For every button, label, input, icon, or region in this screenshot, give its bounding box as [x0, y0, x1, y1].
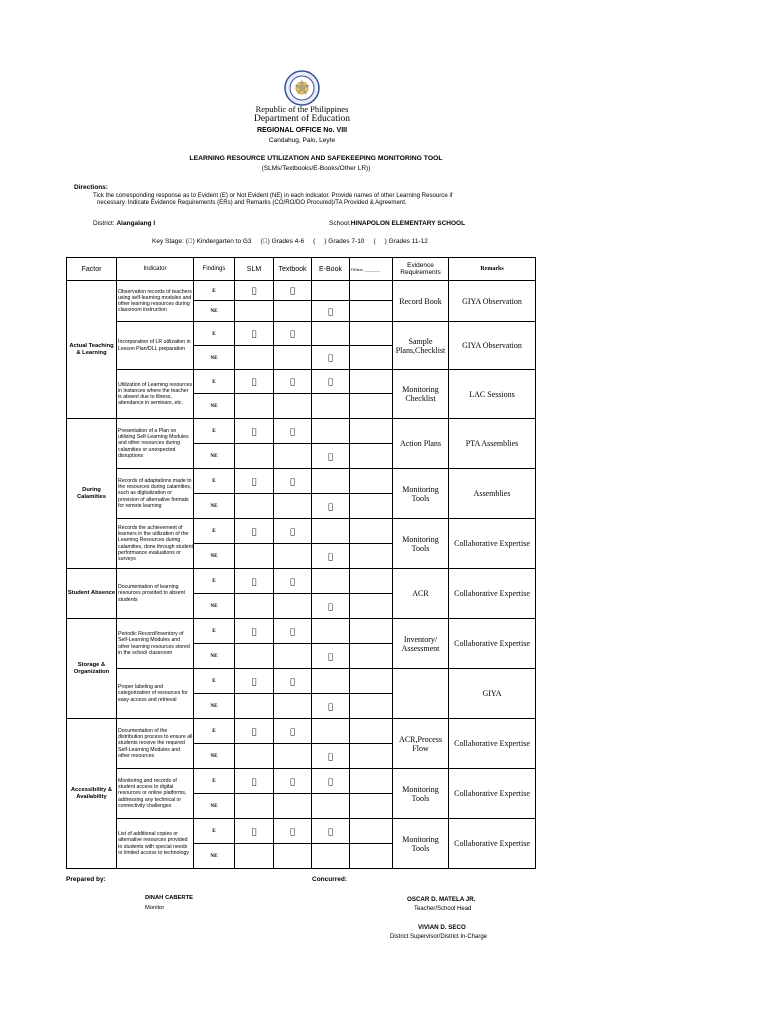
check-mark-icon:   [251, 826, 257, 836]
mark-cell-textbook[interactable] [274, 744, 312, 769]
others-cell[interactable] [350, 819, 393, 844]
others-cell[interactable] [350, 794, 393, 819]
check-mark-icon:   [290, 726, 295, 736]
mark-cell-textbook[interactable] [274, 644, 312, 669]
header-slm: SLM [235, 258, 274, 281]
remarks-cell: GIYA [449, 669, 536, 719]
mark-cell-textbook[interactable] [274, 669, 312, 694]
mark-cell-textbook[interactable] [274, 519, 312, 544]
mark-cell-slm[interactable] [235, 544, 274, 569]
finding-evident: E [194, 419, 235, 444]
mark-cell-slm[interactable] [235, 744, 274, 769]
table-row [67, 619, 536, 644]
evidence-cell: ACR,Process Flow [393, 719, 449, 769]
check-mark-icon:   [328, 377, 333, 386]
remarks-cell: Collaborative Expertise [449, 719, 536, 769]
mark-cell-ebook[interactable] [312, 694, 350, 719]
table-row [67, 519, 536, 544]
mark-cell-ebook[interactable] [312, 419, 350, 444]
check-mark-icon:   [251, 776, 257, 786]
mark-cell-slm[interactable] [235, 519, 274, 544]
finding-evident: E [194, 719, 235, 744]
remarks-cell: GIYA Observation [449, 281, 536, 322]
evidence-cell: Monitoring Checklist [393, 370, 449, 419]
factor-cell: Student Absence [67, 569, 117, 619]
others-cell[interactable] [350, 370, 393, 394]
check-mark-icon:   [290, 286, 295, 295]
table-row [67, 719, 536, 744]
mark-cell-slm[interactable] [235, 469, 274, 494]
header-findings: Findings [194, 258, 235, 281]
finding-evident: E [194, 322, 235, 346]
finding-not-evident: NE [194, 494, 235, 519]
concurred-role-1: Teacher/School Head [414, 906, 472, 912]
finding-evident: E [194, 819, 235, 844]
finding-not-evident: NE [194, 744, 235, 769]
mark-cell-slm[interactable] [235, 494, 274, 519]
directions-label: Directions: [74, 184, 108, 191]
check-mark-icon:   [290, 676, 295, 686]
indicator-cell: Monitoring and records of student access to digital resources or online platforms, addressing any technical or connectivity challenges [117, 769, 194, 819]
mark-cell-ebook[interactable] [312, 281, 350, 301]
finding-not-evident: NE [194, 544, 235, 569]
mark-cell-slm[interactable] [235, 419, 274, 444]
finding-not-evident: NE [194, 794, 235, 819]
check-mark-icon:   [290, 476, 295, 486]
check-mark-icon:   [251, 476, 257, 486]
mark-cell-textbook[interactable] [274, 301, 312, 322]
indicator-cell: Documentation of learning resources provided to absent students [117, 569, 194, 619]
remarks-cell: Assemblies [449, 469, 536, 519]
factor-cell: Accessibility & Availability [67, 719, 117, 869]
others-cell[interactable] [350, 719, 393, 744]
mark-cell-ebook[interactable] [312, 644, 350, 669]
header-others: Others _______ [350, 258, 393, 281]
mark-cell-textbook[interactable] [274, 370, 312, 394]
evidence-cell: ACR [393, 569, 449, 619]
school-field [329, 220, 465, 227]
key-stage-line: Key Stage: ( ) Kindergarten to G3 ( ) Grades 4-6 ( ) Grades 7-10 ( ) Grades 11-12 [152, 238, 428, 245]
mark-cell-slm[interactable] [235, 569, 274, 594]
evidence-cell [393, 669, 449, 719]
evidence-cell: Record Book [393, 281, 449, 322]
mark-cell-ebook[interactable] [312, 394, 350, 419]
mark-cell-textbook[interactable] [274, 594, 312, 619]
mark-cell-slm[interactable] [235, 694, 274, 719]
mark-cell-textbook[interactable] [274, 544, 312, 569]
finding-not-evident: NE [194, 644, 235, 669]
check-mark-icon:   [251, 626, 257, 636]
finding-evident: E [194, 569, 235, 594]
finding-not-evident: NE [194, 394, 235, 419]
prepared-by-label: Prepared by: [66, 876, 106, 883]
table-row [67, 322, 536, 346]
others-cell[interactable] [350, 844, 393, 869]
check-mark-icon:   [251, 329, 257, 338]
mark-cell-ebook[interactable] [312, 594, 350, 619]
header-republic: Republic of the Philippines [255, 104, 349, 114]
mark-cell-ebook[interactable] [312, 569, 350, 594]
check-mark-icon:   [328, 501, 333, 511]
others-cell[interactable] [350, 594, 393, 619]
mark-cell-textbook[interactable] [274, 719, 312, 744]
mark-cell-slm[interactable] [235, 281, 274, 301]
others-cell[interactable] [350, 494, 393, 519]
mark-cell-slm[interactable] [235, 594, 274, 619]
mark-cell-slm[interactable] [235, 844, 274, 869]
mark-cell-slm[interactable] [235, 769, 274, 794]
indicator-cell: Periodic Record/Inventory of Self-Learning Modules and other learning resources stored in the school classroom [117, 619, 194, 669]
district-label: District: [93, 220, 115, 227]
mark-cell-slm[interactable] [235, 619, 274, 644]
mark-cell-ebook[interactable] [312, 769, 350, 794]
check-mark-icon:   [251, 576, 257, 586]
finding-evident: E [194, 469, 235, 494]
mark-cell-textbook[interactable] [274, 769, 312, 794]
mark-cell-ebook[interactable] [312, 844, 350, 869]
mark-cell-ebook[interactable] [312, 322, 350, 346]
others-cell[interactable] [350, 644, 393, 669]
mark-cell-ebook[interactable] [312, 719, 350, 744]
check-mark-icon:   [290, 576, 295, 586]
check-mark-icon:   [290, 626, 295, 636]
others-cell[interactable] [350, 322, 393, 346]
others-cell[interactable] [350, 469, 393, 494]
mark-cell-slm[interactable] [235, 322, 274, 346]
header-department: Department of Education [253, 114, 351, 124]
evidence-cell: Monitoring Tools [393, 469, 449, 519]
mark-cell-textbook[interactable] [274, 569, 312, 594]
mark-cell-textbook[interactable] [274, 419, 312, 444]
remarks-cell: Collaborative Expertise [449, 619, 536, 669]
mark-cell-textbook[interactable] [274, 794, 312, 819]
check-mark-icon:   [290, 776, 295, 786]
mark-cell-textbook[interactable] [274, 494, 312, 519]
check-mark-icon:   [290, 826, 295, 836]
indicator-cell: Documentation of the distribution process to ensure all students receive the required Self-Learning Modules and other resources [117, 719, 194, 769]
mark-cell-ebook[interactable] [312, 669, 350, 694]
remarks-cell: PTA Assemblies [449, 419, 536, 469]
header-evidence: Evidence Requirements [393, 258, 449, 281]
check-mark-icon:   [251, 676, 257, 686]
mark-cell-ebook[interactable] [312, 346, 350, 370]
mark-cell-ebook[interactable] [312, 301, 350, 322]
mark-cell-textbook[interactable] [274, 322, 312, 346]
others-cell[interactable] [350, 444, 393, 469]
evidence-cell: Monitoring Tools [393, 769, 449, 819]
mark-cell-textbook[interactable] [274, 469, 312, 494]
mark-cell-ebook[interactable] [312, 819, 350, 844]
check-mark-icon:   [328, 306, 333, 316]
mark-cell-textbook[interactable] [274, 619, 312, 644]
mark-cell-slm[interactable] [235, 301, 274, 322]
mark-cell-slm[interactable] [235, 644, 274, 669]
remarks-cell: Collaborative Expertise [449, 569, 536, 619]
others-cell[interactable] [350, 394, 393, 419]
finding-evident: E [194, 519, 235, 544]
concurred-role-2: District Supervisor/District In-Charge [390, 934, 488, 940]
check-mark-icon:   [290, 526, 295, 536]
school-value: HINAPOLON ELEMENTARY SCHOOL [350, 220, 466, 227]
table-row [67, 669, 536, 694]
others-cell[interactable] [350, 669, 393, 694]
indicator-cell: Records of adaptations made to the resources during calamities, such as digitalization or provision of alternative formats for remote learning [117, 469, 194, 519]
indicator-cell: Proper labeling and categorization of resources for easy access and retrieval [117, 669, 194, 719]
table-row [67, 281, 536, 301]
finding-not-evident: NE [194, 594, 235, 619]
mark-cell-textbook[interactable] [274, 394, 312, 419]
directions-line-2: necessary. Indicate Evidence Requirements (ERs) and Remarks (CO/RO/DO Procured)/TA Provided & Agreement. [97, 199, 407, 206]
others-cell[interactable] [350, 694, 393, 719]
mark-cell-slm[interactable] [235, 346, 274, 370]
table-header-row [67, 258, 536, 281]
check-mark-icon:   [328, 451, 333, 461]
concurred-name-1: OSCAR D. MATELA JR. [407, 896, 476, 903]
remarks-cell: GIYA Observation [449, 322, 536, 370]
others-cell[interactable] [350, 619, 393, 644]
header-address: Candahug, Palo, Leyte [268, 137, 336, 144]
mark-cell-ebook[interactable] [312, 494, 350, 519]
prepared-by-name: DINAH CABERTE [145, 895, 193, 901]
check-mark-icon:   [251, 426, 257, 436]
mark-cell-ebook[interactable] [312, 744, 350, 769]
header-ebook: E-Book [312, 258, 350, 281]
remarks-cell: Collaborative Expertise [449, 769, 536, 819]
finding-evident: E [194, 669, 235, 694]
mark-cell-ebook[interactable] [312, 619, 350, 644]
table-row [67, 819, 536, 844]
factor-cell: During Calamities [67, 419, 117, 569]
finding-not-evident: NE [194, 694, 235, 719]
remarks-cell: Collaborative Expertise [449, 819, 536, 869]
mark-cell-slm[interactable] [235, 370, 274, 394]
table-row [67, 569, 536, 594]
concurred-label: Concurred: [312, 876, 348, 883]
others-cell[interactable] [350, 419, 393, 444]
check-mark-icon:   [251, 377, 257, 386]
mark-cell-slm[interactable] [235, 719, 274, 744]
mark-cell-textbook[interactable] [274, 346, 312, 370]
school-label: School: [329, 220, 351, 227]
finding-evident: E [194, 769, 235, 794]
others-cell[interactable] [350, 544, 393, 569]
check-mark-icon:   [328, 776, 333, 786]
evidence-cell: Monitoring Tools [393, 819, 449, 869]
document-subtitle: (SLMs/Textbooks/E-Books/Other LR)) [261, 165, 371, 172]
indicator-cell: Presentation of a Plan on utilizing Self-Learning Modules and other resources during calamities or unexpected disruptions [117, 419, 194, 469]
header-indicator: Indicator [117, 258, 194, 281]
mark-cell-slm[interactable] [235, 819, 274, 844]
indicator-cell: Records the achievement of learners in the utilization of the Learning Resources during calamities, done through student performance evaluations or surveys [117, 519, 194, 569]
mark-cell-ebook[interactable] [312, 794, 350, 819]
district-field [93, 220, 155, 227]
remarks-cell: LAC Sessions [449, 370, 536, 419]
others-cell[interactable] [350, 519, 393, 544]
others-cell[interactable] [350, 569, 393, 594]
check-mark-icon:   [328, 601, 333, 611]
others-cell[interactable] [350, 769, 393, 794]
mark-cell-slm[interactable] [235, 669, 274, 694]
table-row [67, 370, 536, 394]
finding-evident: E [194, 619, 235, 644]
mark-cell-textbook[interactable] [274, 844, 312, 869]
mark-cell-slm[interactable] [235, 394, 274, 419]
header-regional-office: REGIONAL OFFICE No. VIII [256, 127, 348, 134]
evidence-cell: Action Plans [393, 419, 449, 469]
check-mark-icon:   [251, 726, 257, 736]
others-cell[interactable] [350, 744, 393, 769]
finding-not-evident: NE [194, 444, 235, 469]
others-cell[interactable] [350, 281, 393, 301]
finding-not-evident: NE [194, 346, 235, 370]
header-remarks: Remarks [449, 258, 536, 281]
mark-cell-ebook[interactable] [312, 469, 350, 494]
mark-cell-textbook[interactable] [274, 281, 312, 301]
indicator-cell: Incorporation of LR utilization in Lesson Plan/DLL preparation [117, 322, 194, 370]
check-mark-icon:   [290, 329, 295, 338]
others-cell[interactable] [350, 346, 393, 370]
indicator-cell: List of additional copies or alternative resources provided to students with special needs or limited access to technology [117, 819, 194, 869]
mark-cell-ebook[interactable] [312, 444, 350, 469]
mark-cell-slm[interactable] [235, 794, 274, 819]
monitoring-table [66, 257, 536, 869]
evidence-cell: Monitoring Tools [393, 519, 449, 569]
evidence-cell: Sample Plans,Checklist [393, 322, 449, 370]
check-mark-icon:   [251, 526, 257, 536]
concurred-name-2: VIVIAN D. SECO [418, 924, 466, 931]
check-mark-icon:   [328, 751, 333, 761]
check-mark-icon:   [251, 286, 257, 295]
district-value: Alangalang I [116, 220, 156, 227]
check-mark-icon:   [290, 377, 295, 386]
mark-cell-textbook[interactable] [274, 694, 312, 719]
document-title: LEARNING RESOURCE UTILIZATION AND SAFEKEEPING MONITORING TOOL [189, 155, 443, 162]
check-mark-icon:   [290, 426, 295, 436]
header-factor: Factor [67, 258, 117, 281]
mark-cell-textbook[interactable] [274, 444, 312, 469]
directions-line-1: Tick the corresponding response as to Evident (E) or Not Evident (NE) in each indicator. Provide names of other Learning Resource if [93, 192, 453, 199]
mark-cell-ebook[interactable] [312, 544, 350, 569]
indicator-cell: Utilization of Learning resources in instances where the teacher is absent due to illness, attendance in seminars, etc. [117, 370, 194, 419]
table-row [67, 469, 536, 494]
factor-cell: Actual Teaching & Learning [67, 281, 117, 419]
deped-seal-logo [284, 70, 320, 106]
evidence-cell: Inventory/ Assessment [393, 619, 449, 669]
mark-cell-ebook[interactable] [312, 370, 350, 394]
finding-not-evident: NE [194, 301, 235, 322]
check-mark-icon:   [328, 353, 333, 362]
mark-cell-textbook[interactable] [274, 819, 312, 844]
check-mark-icon:   [328, 651, 333, 661]
table-row [67, 769, 536, 794]
remarks-cell: Collaborative Expertise [449, 519, 536, 569]
check-mark-icon:   [328, 826, 333, 836]
prepared-by-role: Monitor [145, 905, 165, 911]
mark-cell-ebook[interactable] [312, 519, 350, 544]
factor-cell: Storage & Organization [67, 619, 117, 719]
check-mark-icon:   [328, 551, 333, 561]
header-textbook: Textbook [274, 258, 312, 281]
finding-not-evident: NE [194, 844, 235, 869]
others-cell[interactable] [350, 301, 393, 322]
finding-evident: E [194, 370, 235, 394]
indicator-cell: Observation records of teachers using self-learning modules and other learning resources during classroom instruction [117, 281, 194, 322]
finding-evident: E [194, 281, 235, 301]
check-mark-icon:   [328, 701, 333, 711]
table-row [67, 419, 536, 444]
mark-cell-slm[interactable] [235, 444, 274, 469]
